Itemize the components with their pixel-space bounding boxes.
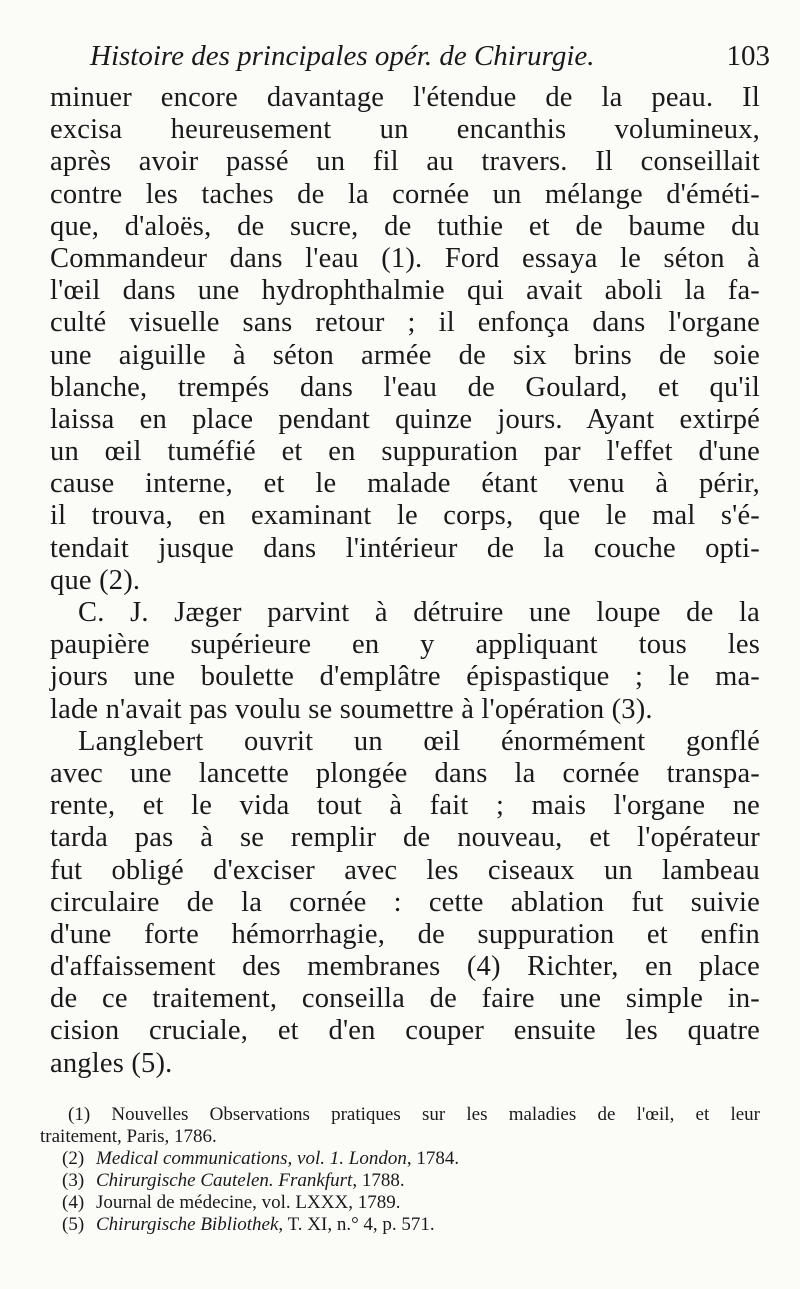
text-line: minuer encore davantage l'étendue de la peau. Il xyxy=(50,82,760,113)
text-line: un œil tuméfié et en suppuration par l'effet d'une xyxy=(50,436,760,468)
text-line: d'affaissement des membranes (4) Richter, en place xyxy=(50,951,760,983)
text-line: cision cruciale, et d'en couper ensuite les quatre xyxy=(50,1015,760,1047)
footnote-2 xyxy=(40,1148,760,1170)
text-line: jours une boulette d'emplâtre épispastique ; le ma- xyxy=(50,661,760,693)
footnote-details: , 1788. xyxy=(352,1170,405,1191)
footnote-5 xyxy=(40,1214,760,1236)
footnote-details: Journal de médecine, vol. LXXX, 1789. xyxy=(96,1192,401,1213)
running-title: Histoire des principales opér. de Chirurgie. xyxy=(90,40,595,72)
footnote-4 xyxy=(40,1192,760,1214)
text-line: l'œil dans une hydrophthalmie qui avait aboli la fa- xyxy=(50,275,760,307)
footnote-ref: (2) xyxy=(62,1148,85,1169)
footnote-ref: (5) xyxy=(62,1214,85,1235)
page-header xyxy=(90,40,770,80)
footnote-3 xyxy=(40,1170,760,1192)
footnote-1-line-1: (1) Nouvelles Observations pratiques sur les maladies de l'œil, et leur xyxy=(68,1104,760,1125)
footnote-title: Chirurgische Bibliothek xyxy=(96,1214,279,1235)
text-line: que (2). xyxy=(50,564,141,596)
text-line: blanche, trempés dans l'eau de Goulard, et qu'il xyxy=(50,371,760,403)
text-line: que, d'aloës, de sucre, de tuthie et de baume du xyxy=(50,210,760,242)
footnote-details: , 1784. xyxy=(406,1148,460,1169)
text-line: angles (5). xyxy=(50,1047,173,1079)
text-line: contre les taches de la cornée un mélange d'éméti- xyxy=(50,178,760,210)
text-line: lade n'avait pas voulu se soumettre à l'opération (3). xyxy=(50,693,653,725)
text-line: après avoir passé un fil au travers. Il conseillait xyxy=(50,146,760,178)
text-line: paupière supérieure en y appliquant tous les xyxy=(50,629,760,661)
text-line: excisa heureusement un encanthis volumineux, xyxy=(50,114,760,146)
footnote-title: Chirurgische Cautelen. Frankfurt xyxy=(96,1170,353,1191)
page-number: 103 xyxy=(726,40,770,72)
text-line: Langlebert ouvrit un œil énormément gonflé xyxy=(78,725,760,757)
text-line: tendait jusque dans l'intérieur de la couche opti- xyxy=(50,532,760,564)
footnotes xyxy=(40,1104,760,1236)
text-line: avec une lancette plongée dans la cornée transpa- xyxy=(50,757,760,789)
text-line: d'une forte hémorrhagie, de suppuration et enfin xyxy=(50,918,760,950)
footnote-ref: (3) xyxy=(62,1170,85,1191)
text-line: cause interne, et le malade étant venu à périr, xyxy=(50,468,760,500)
text-line: il trouva, en examinant le corps, que le mal s'é- xyxy=(50,500,760,532)
footnote-1-line-2: traitement, Paris, 1786. xyxy=(40,1126,217,1147)
text-line: laissa en place pendant quinze jours. Ayant extirpé xyxy=(50,403,760,435)
text-line: culté visuelle sans retour ; il enfonça dans l'organe xyxy=(50,307,760,339)
text-line: C. J. Jæger parvint à détruire une loupe de la xyxy=(78,597,760,628)
text-line: rente, et le vida tout à fait ; mais l'organe ne xyxy=(50,790,760,822)
text-line: une aiguille à séton armée de six brins de soie xyxy=(50,339,760,371)
text-line: tarda pas à se remplir de nouveau, et l'opérateur xyxy=(50,822,760,854)
footnote-details: , T. XI, n.° 4, p. 571. xyxy=(278,1214,435,1235)
text-line: fut obligé d'exciser avec les ciseaux un lambeau xyxy=(50,854,760,886)
text-line: Commandeur dans l'eau (1). Ford essaya le séton à xyxy=(50,242,760,274)
body-text xyxy=(50,82,760,1080)
footnote-title: Medical communications, vol. 1. London xyxy=(96,1148,407,1169)
text-line: de ce traitement, conseilla de faire une simple in- xyxy=(50,983,760,1015)
footnote-ref: (4) xyxy=(62,1192,85,1213)
text-line: circulaire de la cornée : cette ablation fut suivie xyxy=(50,886,760,918)
